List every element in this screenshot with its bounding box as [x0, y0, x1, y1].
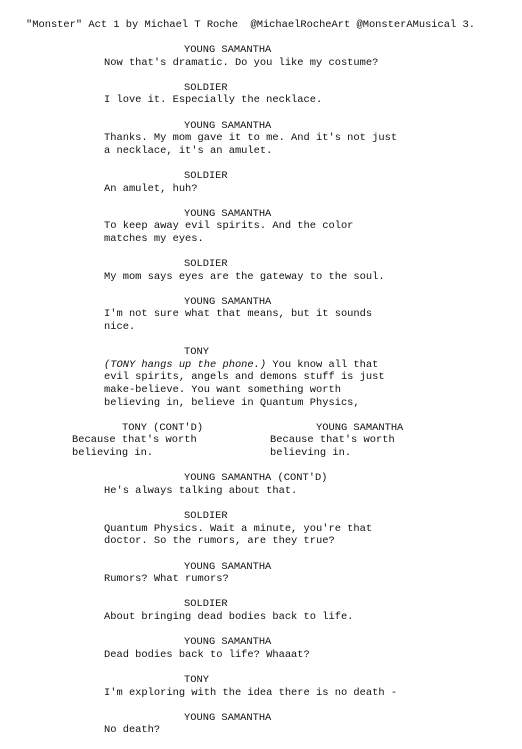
- dialogue-text: No death?: [104, 724, 161, 737]
- dialogue-text: To keep away evil spirits. And the color matches my eyes.: [104, 220, 354, 245]
- dialogue-text: Thanks. My mom gave it to me. And it's not just a necklace, it's an amulet.: [104, 132, 398, 157]
- dialogue-text: Dead bodies back to life? Whaaat?: [104, 648, 310, 661]
- page-header: "Monster" Act 1 by Michael T Roche @MichaelRocheArt @MonsterAMusical 3.: [26, 19, 475, 31]
- dialogue-text: I love it. Especially the necklace.: [104, 94, 323, 107]
- character-name: SOLDIER: [184, 169, 228, 182]
- dialogue-line: believing in.: [72, 447, 154, 459]
- character-name: YOUNG SAMANTHA: [184, 636, 272, 649]
- character-name: YOUNG SAMANTHA: [184, 295, 272, 308]
- dialogue-block: [0, 258, 522, 283]
- character-name: SOLDIER: [184, 81, 228, 94]
- dialogue-text: He's always talking about that.: [104, 485, 298, 497]
- dialogue-text-rest: You know all that evil spirits, angels and demons stuff is just make-believe. You want something worth believing in, believe in Quantum Physics,: [104, 358, 385, 409]
- dialogue-text: Quantum Physics. Wait a minute, you're that doctor. So the rumors, are they true?: [104, 522, 373, 548]
- dialogue-text: My mom says eyes are the gateway to the soul.: [104, 270, 385, 283]
- dialogue-block: [0, 598, 522, 623]
- dialogue-text: I'm exploring with the idea there is no death -: [104, 686, 398, 699]
- dialogue-line: Because that's worth: [72, 434, 197, 447]
- dialogue-block: [0, 208, 522, 246]
- dialogue-text: I'm not sure what that means, but it sounds nice.: [104, 308, 373, 334]
- character-name: YOUNG SAMANTHA: [184, 207, 272, 220]
- dual-dialogue-right: [270, 422, 470, 460]
- script-body: [0, 44, 522, 749]
- dialogue-line: Because that's worth: [270, 434, 395, 447]
- dialogue-text: An amulet, huh?: [104, 182, 198, 195]
- character-name: TONY (CONT'D): [122, 421, 204, 434]
- dialogue-block: [0, 346, 522, 409]
- dialogue-block: [0, 44, 522, 69]
- dual-dialogue: [0, 422, 522, 460]
- character-name: TONY: [184, 346, 209, 359]
- dialogue-text: Now that's dramatic. Do you like my costume?: [104, 56, 379, 69]
- character-name: YOUNG SAMANTHA: [184, 560, 272, 573]
- dialogue-block: [0, 510, 522, 548]
- dual-dialogue-left: [72, 422, 272, 460]
- character-name: SOLDIER: [184, 598, 228, 611]
- dialogue-block: [0, 712, 522, 737]
- character-name: SOLDIER: [184, 510, 228, 523]
- dialogue-block: [0, 82, 522, 107]
- dialogue-block: [0, 120, 522, 158]
- dialogue-text: About bringing dead bodies back to life.: [104, 610, 354, 623]
- dialogue-block: [0, 561, 522, 586]
- dialogue-block: [0, 636, 522, 661]
- character-name: SOLDIER: [184, 258, 228, 271]
- character-name: TONY: [184, 673, 209, 686]
- dialogue-text: Rumors? What rumors?: [104, 573, 229, 586]
- character-name: YOUNG SAMANTHA: [184, 44, 272, 56]
- dialogue-text: [104, 359, 404, 409]
- character-name: YOUNG SAMANTHA: [184, 711, 272, 724]
- character-name: YOUNG SAMANTHA: [184, 119, 272, 132]
- dialogue-block: [0, 472, 522, 497]
- parenthetical: (TONY hangs up the phone.): [104, 358, 267, 371]
- dialogue-line: believing in.: [270, 447, 352, 459]
- dialogue-block: [0, 296, 522, 334]
- character-name: YOUNG SAMANTHA (CONT'D): [184, 472, 328, 485]
- dialogue-block: [0, 170, 522, 195]
- character-name: YOUNG SAMANTHA: [316, 421, 404, 434]
